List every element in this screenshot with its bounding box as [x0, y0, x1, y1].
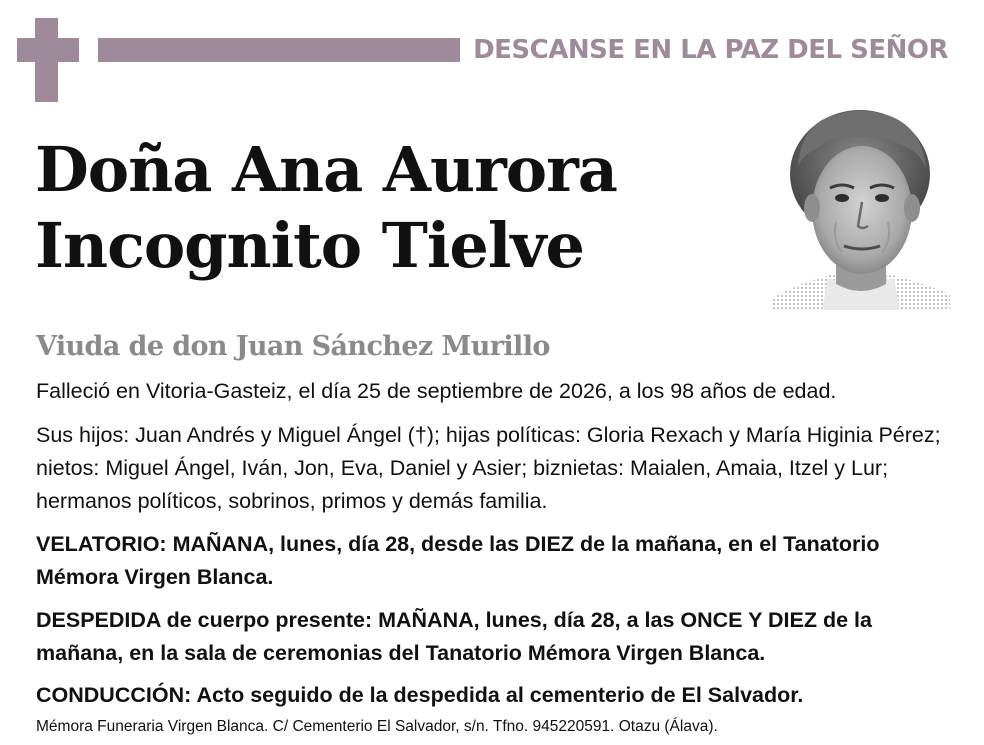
deceased-name-line2: Incognito Tielve [35, 209, 584, 282]
wake-info: VELATORIO: MAÑANA, lunes, día 28, desde las DIEZ de la mañana, en el Tanatorio Mémora Virgen Blanca. [36, 532, 880, 589]
deceased-name [35, 132, 617, 284]
conduction-info: CONDUCCIÓN: Acto seguido de la despedida al cementerio de El Salvador. [36, 683, 804, 707]
portrait-image [772, 102, 950, 310]
deceased-name-line1: Doña Ana Aurora [35, 133, 617, 206]
farewell-info: DESPEDIDA de cuerpo presente: MAÑANA, lunes, día 28, a las ONCE Y DIEZ de la mañana, en la sala de ceremonias del Tanatorio Mémora Virgen Blanca. [36, 608, 872, 665]
spouse-line: Viuda de don Juan Sánchez Murillo [36, 331, 550, 362]
family-list: Sus hijos: Juan Andrés y Miguel Ángel (†); hijas políticas: Gloria Rexach y María Higinia Pérez; nietos: Miguel Ángel, Iván, Jon, Eva, Daniel y Asier; biznietas: Maialen, Amaia, Itzel y Lur; hermanos políticos, sobrinos, primos y demás familia. [36, 423, 941, 513]
header-divider-bar [98, 38, 460, 62]
portrait-photo [772, 102, 950, 310]
cross-horizontal-bar [17, 38, 79, 62]
funeral-home-footer: Mémora Funeraria Virgen Blanca. C/ Cementerio El Salvador, s/n. Tfno. 945220591. Otazu (Álava). [36, 718, 718, 735]
death-notice: Falleció en Vitoria-Gasteiz, el día 25 de septiembre de 2026, a los 98 años de edad. [36, 379, 837, 403]
header-slogan: DESCANSE EN LA PAZ DEL SEÑOR [473, 35, 948, 65]
